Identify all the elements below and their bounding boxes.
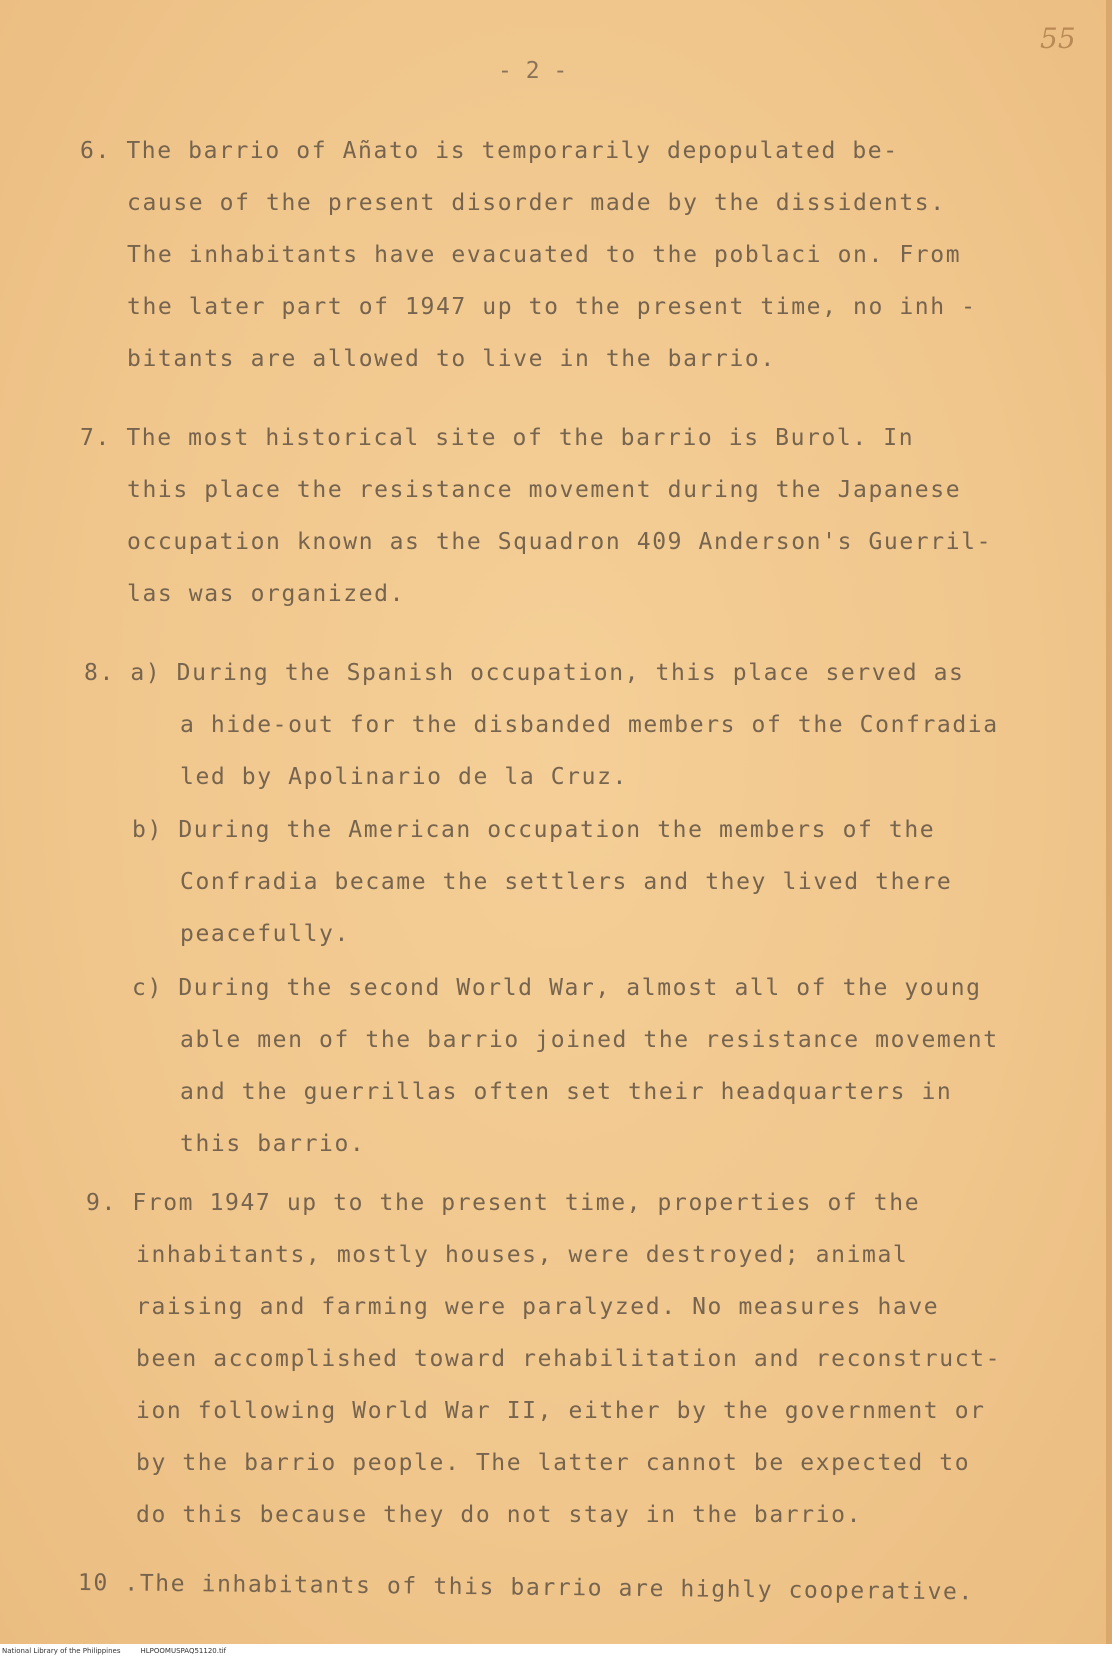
footer-library: National Library of the Philippines <box>2 1647 121 1655</box>
paragraph-6-line-5: bitants are allowed to live in the barrio. <box>127 346 776 372</box>
paragraph-8c-line-4: this barrio. <box>180 1131 366 1157</box>
paragraph-8b-line-1: b) During the American occupation the members of the <box>132 817 936 843</box>
paragraph-7-line-2: this place the resistance movement during the Japanese <box>127 477 962 503</box>
paragraph-9-line-6: by the barrio people. The latter cannot be expected to <box>136 1450 971 1476</box>
paragraph-9-line-2: inhabitants, mostly houses, were destroyed; animal <box>136 1242 909 1268</box>
scan-footer <box>0 1644 1112 1658</box>
paragraph-10-line-1: 10 .The inhabitants of this barrio are highly cooperative. <box>77 1570 975 1606</box>
paragraph-8c-line-2: able men of the barrio joined the resistance movement <box>180 1027 999 1053</box>
page-number: - 2 - <box>498 58 568 84</box>
paragraph-6-line-2: cause of the present disorder made by the dissidents. <box>127 190 946 216</box>
paragraph-6-line-4: the later part of 1947 up to the present time, no inh - <box>127 294 977 320</box>
paragraph-8b-line-3: peacefully. <box>180 921 350 947</box>
paragraph-8c-line-3: and the guerrillas often set their headquarters in <box>180 1079 953 1105</box>
paragraph-9-line-7: do this because they do not stay in the barrio. <box>136 1502 863 1528</box>
page-edge <box>1106 0 1112 1658</box>
paragraph-6-line-1: 6. The barrio of Añato is temporarily depopulated be- <box>80 138 899 164</box>
paragraph-8a-line-3: led by Apolinario de la Cruz. <box>180 764 628 790</box>
paragraph-7-line-4: las was organized. <box>127 581 406 607</box>
paragraph-9-line-5: ion following World War II, either by the government or <box>136 1398 986 1424</box>
paragraph-7-line-3: occupation known as the Squadron 409 Anderson's Guerril- <box>127 529 993 555</box>
paragraph-8a-line-1: 8. a) During the Spanish occupation, this place served as <box>84 660 965 686</box>
handwritten-page-number: 55 <box>1040 22 1076 55</box>
paragraph-9-line-4: been accomplished toward rehabilitation and reconstruct- <box>136 1346 1002 1372</box>
footer-file-id: HLPOOMUSPAQ51120.tif <box>140 1647 227 1655</box>
paragraph-8c-line-1: c) During the second World War, almost all of the young <box>132 975 982 1001</box>
paragraph-9-line-1: 9. From 1947 up to the present time, properties of the <box>86 1190 921 1216</box>
paragraph-9-line-3: raising and farming were paralyzed. No measures have <box>136 1294 940 1320</box>
paragraph-8a-line-2: a hide-out for the disbanded members of the Confradia <box>180 712 999 738</box>
paragraph-7-line-1: 7. The most historical site of the barrio is Burol. In <box>80 425 915 451</box>
paragraph-6-line-3: The inhabitants have evacuated to the poblaci on. From <box>127 242 962 268</box>
paragraph-8b-line-2: Confradia became the settlers and they lived there <box>180 869 953 895</box>
